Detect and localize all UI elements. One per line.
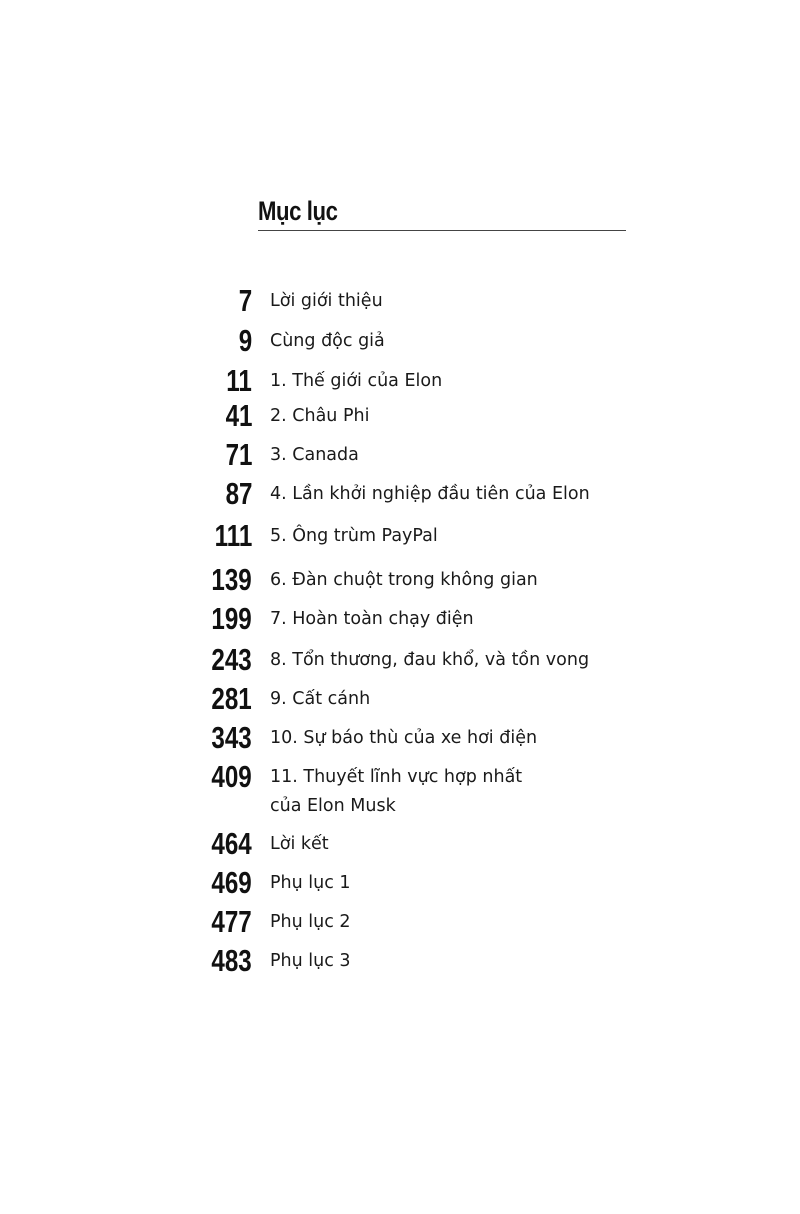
page-number: 483 [211,943,252,978]
entry-title: 10. Sự báo thù của xe hơi điện [270,728,538,748]
entry-title: Phụ lục 2 [270,912,351,932]
entry-title: Lời kết [270,834,329,854]
page-number: 87 [225,476,252,511]
entry-title: 3. Canada [270,445,359,465]
title-underline [258,230,626,231]
entry-title: 6. Đàn chuột trong không gian [270,570,538,590]
page-number: 409 [211,759,252,794]
entry-title: 8. Tổn thương, đau khổ, và tồn vong [270,650,590,670]
page-number: 464 [211,826,252,861]
entry-title: 4. Lần khởi nghiệp đầu tiên của Elon [270,484,590,504]
entry-title: 5. Ông trùm PayPal [270,526,438,546]
page-number: 139 [211,562,252,597]
page-number: 7 [238,283,252,318]
page-number: 243 [211,642,252,677]
entry-title: Cùng độc giả [270,331,385,351]
entry-title: Phụ lục 3 [270,951,351,971]
page-number: 11 [226,363,252,398]
entry-title-line2: của Elon Musk [270,796,396,816]
page-number: 9 [238,323,252,358]
page-number: 71 [225,437,252,472]
page-number: 281 [211,681,252,716]
page-number: 41 [225,398,252,433]
entry-title: Phụ lục 1 [270,873,351,893]
page-number: 343 [211,720,252,755]
page-title: Mục lục [258,196,338,226]
entry-title: 2. Châu Phi [270,406,370,426]
entry-title: 1. Thế giới của Elon [270,371,443,391]
entry-title: 7. Hoàn toàn chạy điện [270,609,474,629]
entry-title: 9. Cất cánh [270,689,371,709]
page-number: 477 [211,904,252,939]
page-number: 469 [211,865,252,900]
entry-title: Lời giới thiệu [270,291,383,311]
page-number: 199 [211,601,252,636]
entry-title: 11. Thuyết lĩnh vực hợp nhất [270,767,523,787]
page-number: 111 [214,518,252,553]
